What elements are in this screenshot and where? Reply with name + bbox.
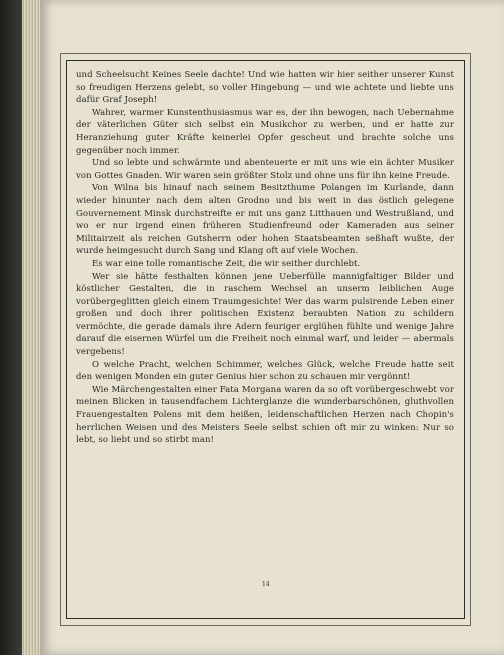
- paragraph: Von Wilna bis hinauf nach seinem Besitzthume Polangen im Kurlande, dann wieder hinunter nach dem alten Grodno und bis weit in das östlich gelegene Gouvernement Minsk durchstreifte er mit uns ganz Litthauen und Westrußland, und wo er nur irgend einen früheren Studienfreund oder Kameraden aus seiner Militairzeit als reichen Gutsherrn oder hohen Staatsbeamten seßhaft wußte, der wurde heimgesucht durch Sang und Klang oft auf viele Wochen.: [76, 183, 454, 257]
- paragraph: und Scheelsucht Keines Seele dachte! Und wie hatten wir hier seither unserer Kunst so freudigen Herzens gelebt, so voller Hingebung — und wie achtete und liebte uns dafür Graf Joseph!: [76, 70, 454, 106]
- paragraph: O welche Pracht, welchen Schimmer, welches Glück, welche Freude hatte seit den wenigen Monden ein guter Genius hier schon zu schauen mir vergönnt!: [76, 359, 454, 383]
- page-text: [76, 69, 454, 447]
- paragraph: Wie Märchengestalten einer Fata Morgana waren da so oft vorübergeschwebt vor meinen Blicken in tausendfachem Lichterglanze die wunderbarschönen, gluthvollen Frauengestalten Polens mit dem heißen, leidenschaftlichen Herzen nach Chopin's herrlichen Weisen und des Meisters Seele selbst schien oft mir zu winken: Nur so lebt, so liebt und so stirbt man!: [76, 384, 454, 446]
- paragraph: Wahrer, warmer Kunstenthusiasmus war es, der ihn bewogen, nach Uebernahme der väterlichen Güter sich selbst ein Musikchor zu werben, und er hatte zur Heranziehung guter Kräfte keinerlei Opfer gescheut und brachte solche uns gegenüber noch immer.: [76, 107, 454, 156]
- paragraph: Es war eine tolle romantische Zeit, die wir seither durchlebt.: [92, 258, 361, 269]
- paragraph: Und so lebte und schwärmte und abenteuerte er mit uns wie ein ächter Musiker von Gottes Gnaden. Wir waren sein größter Stolz und ohne uns für ihn keine Freude.: [76, 158, 454, 181]
- paragraph: Wer sie hätte festhalten können jene Ueberfülle mannigfaltiger Bilder und köstlicher Gestalten, die in raschem Wechsel an unserm leiblichen Auge vorübergeglitten gleich einem Traumgesichte! Wer das warm pulsirende Leben einer großen und doch ihrer politischen Existenz beraubten Nation zu schildern vermöchte, die gerade damals ihre Adern feuriger erglühen fühlte und wenige Jahre darauf die eisernen Würfel um die Freiheit noch einmal warf, und leider — abermals vergebens!: [76, 271, 454, 358]
- page-number: 14: [262, 581, 270, 588]
